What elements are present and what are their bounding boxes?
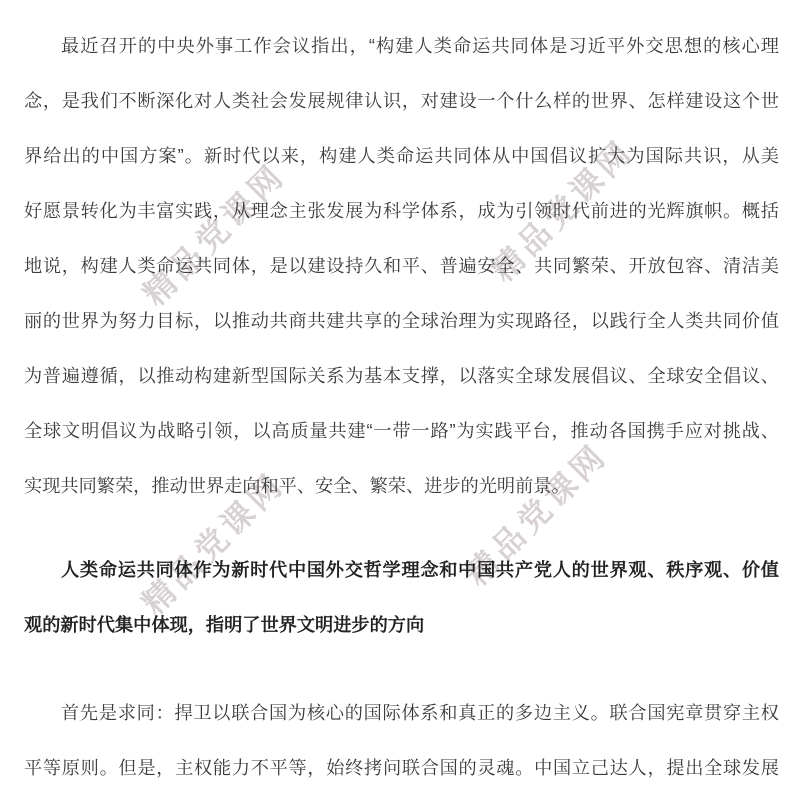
- heading-1: [24, 543, 779, 653]
- text-line: 实现共同繁荣，推动世界走向和平、安全、繁荣、进步的光明前景。: [24, 476, 570, 496]
- text-line: 好愿景转化为丰富实践，从理念主张发展为科学体系，成为引领时代前进的光辉旗帜。概括: [24, 201, 779, 221]
- text-line: 界给出的中国方案”。新时代以来，构建人类命运共同体从中国倡议扩大为国际共识，从美: [24, 146, 779, 166]
- watermark-text: 精品党课网: [458, 436, 615, 593]
- paragraph-2: [24, 686, 779, 796]
- text-line: 念，是我们不断深化对人类社会发展规律认识，对建设一个什么样的世界、怎样建设这个世: [24, 91, 779, 111]
- paragraph-1: [24, 19, 779, 514]
- watermark-text: 精品党课网: [136, 156, 293, 313]
- text-line: 丽的世界为努力目标，以推动共商共建共享的全球治理为实现路径，以践行全人类共同价值: [24, 311, 779, 331]
- text-line: 首先是求同：捍卫以联合国为核心的国际体系和真正的多边主义。联合国宪章贯穿主权: [61, 703, 779, 723]
- text-line: 平等原则。但是，主权能力不平等，始终拷问联合国的灵魂。中国立己达人，提出全球发展: [24, 758, 779, 778]
- watermark-text: 精品党课网: [484, 132, 641, 289]
- text-line: 人类命运共同体作为新时代中国外交哲学理念和中国共产党人的世界观、秩序观、价值: [61, 560, 779, 580]
- watermark-text: 精品党课网: [135, 465, 292, 622]
- text-line: 为普遍遵循，以推动构建新型国际关系为基本支撑，以落实全球发展倡议、全球安全倡议、: [24, 366, 779, 386]
- text-line: 地说，构建人类命运共同体，是以建设持久和平、普遍安全、共同繁荣、开放包容、清洁美: [24, 256, 779, 276]
- text-line: 最近召开的中央外事工作会议指出，“构建人类命运共同体是习近平外交思想的核心理: [61, 36, 779, 56]
- text-line: 全球文明倡议为战略引领，以高质量共建“一带一路”为实践平台，推动各国携手应对挑战、: [24, 421, 779, 441]
- text-line: 观的新时代集中体现，指明了世界文明进步的方向: [24, 615, 425, 635]
- document-content: [24, 19, 779, 796]
